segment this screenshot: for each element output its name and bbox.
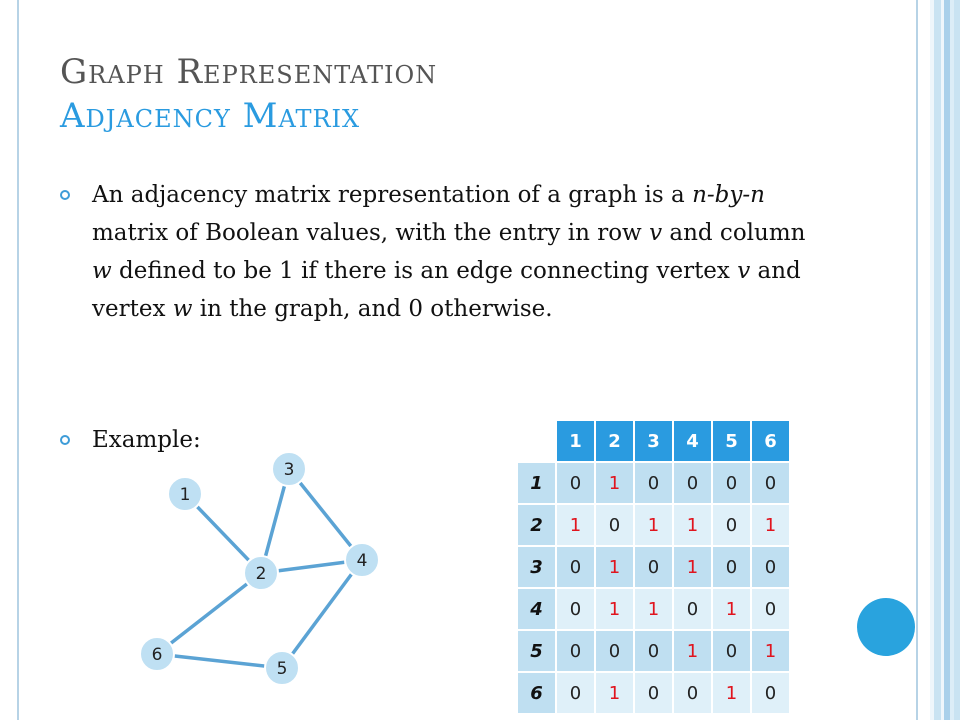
graph-vertex-2 xyxy=(244,556,278,590)
matrix-cell: 0 xyxy=(674,589,711,629)
graph-edge-6-5 xyxy=(157,654,282,668)
matrix-row xyxy=(518,547,789,587)
matrix-cell: 0 xyxy=(635,673,672,713)
matrix-row-header: 6 xyxy=(518,673,555,713)
adjacency-matrix-table xyxy=(516,419,791,715)
graph-diagram xyxy=(135,445,395,705)
graph-vertex-5 xyxy=(265,651,299,685)
decorative-stripe xyxy=(954,0,960,720)
matrix-row xyxy=(518,631,789,671)
matrix-row xyxy=(518,589,789,629)
matrix-cell: 0 xyxy=(752,463,789,503)
bullet-circle-icon xyxy=(60,435,70,445)
matrix-cell: 0 xyxy=(635,547,672,587)
matrix-cell: 0 xyxy=(596,505,633,545)
matrix-cell: 1 xyxy=(752,505,789,545)
bullet-list xyxy=(60,176,820,328)
matrix-column-header: 2 xyxy=(596,421,633,461)
graph-vertex-6 xyxy=(140,637,174,671)
matrix-column-header: 3 xyxy=(635,421,672,461)
matrix-column-header: 6 xyxy=(752,421,789,461)
matrix-cell: 0 xyxy=(635,631,672,671)
matrix-cell: 1 xyxy=(635,505,672,545)
matrix-row xyxy=(518,673,789,713)
graph-vertex-1 xyxy=(168,477,202,511)
matrix-cell: 0 xyxy=(713,547,750,587)
matrix-cell: 1 xyxy=(557,505,594,545)
matrix-cell: 1 xyxy=(674,631,711,671)
graph-edge-4-5 xyxy=(282,560,362,668)
vertex-label: 6 xyxy=(151,645,163,665)
bullet-text: An adjacency matrix representation of a graph is a n-by-n matrix of Boolean values, with the entry in row v and column w defined to be 1 if there is an edge connecting vertex v and vertex w in the graph, and 0 otherwise. xyxy=(92,182,806,322)
matrix-cell: 0 xyxy=(674,463,711,503)
matrix-cell: 1 xyxy=(752,631,789,671)
matrix-cell: 0 xyxy=(752,547,789,587)
matrix-cell: 1 xyxy=(596,547,633,587)
matrix-cell: 1 xyxy=(635,589,672,629)
matrix-cell: 0 xyxy=(713,631,750,671)
matrix-column-header: 1 xyxy=(557,421,594,461)
matrix-cell: 0 xyxy=(557,673,594,713)
vertex-label: 3 xyxy=(283,460,295,480)
matrix-row-header: 3 xyxy=(518,547,555,587)
matrix-cell: 0 xyxy=(752,673,789,713)
decorative-stripe xyxy=(934,0,941,720)
example-label: Example: xyxy=(92,427,201,453)
matrix-cell: 0 xyxy=(674,673,711,713)
matrix-header-row xyxy=(518,421,789,461)
matrix-cell: 0 xyxy=(713,505,750,545)
bullet-item xyxy=(60,176,820,328)
matrix-cell: 1 xyxy=(674,547,711,587)
matrix-cell: 0 xyxy=(557,547,594,587)
matrix-cell: 1 xyxy=(713,589,750,629)
slide-title xyxy=(60,50,437,138)
decorative-circle xyxy=(857,598,915,656)
matrix-row xyxy=(518,505,789,545)
matrix-row-header: 1 xyxy=(518,463,555,503)
matrix-cell: 0 xyxy=(557,631,594,671)
matrix-row-header: 4 xyxy=(518,589,555,629)
matrix-cell: 0 xyxy=(596,631,633,671)
matrix-cell: 0 xyxy=(752,589,789,629)
matrix-row-header: 5 xyxy=(518,631,555,671)
matrix-cell: 0 xyxy=(713,463,750,503)
vertex-label: 4 xyxy=(356,551,368,571)
matrix-cell: 1 xyxy=(713,673,750,713)
matrix-corner xyxy=(518,421,555,461)
vertex-label: 5 xyxy=(276,659,288,679)
matrix-row-header: 2 xyxy=(518,505,555,545)
bullet-circle-icon xyxy=(60,190,70,200)
graph-edge-2-6 xyxy=(157,573,261,654)
matrix-cell: 0 xyxy=(557,589,594,629)
graph-vertex-3 xyxy=(272,452,306,486)
matrix-row xyxy=(518,463,789,503)
matrix-column-header: 4 xyxy=(674,421,711,461)
matrix-cell: 0 xyxy=(635,463,672,503)
graph-vertex-4 xyxy=(345,543,379,577)
matrix-cell: 1 xyxy=(596,463,633,503)
vertex-label: 1 xyxy=(179,485,191,505)
matrix-cell: 1 xyxy=(674,505,711,545)
title-line-adjacency-matrix: Adjacency Matrix xyxy=(60,96,361,136)
matrix-cell: 1 xyxy=(596,589,633,629)
vertex-label: 2 xyxy=(255,564,267,584)
decorative-stripes xyxy=(930,0,960,720)
title-line-graph-representation: Graph Representation xyxy=(60,52,438,92)
matrix-column-header: 5 xyxy=(713,421,750,461)
matrix-cell: 1 xyxy=(596,673,633,713)
matrix-cell: 0 xyxy=(557,463,594,503)
